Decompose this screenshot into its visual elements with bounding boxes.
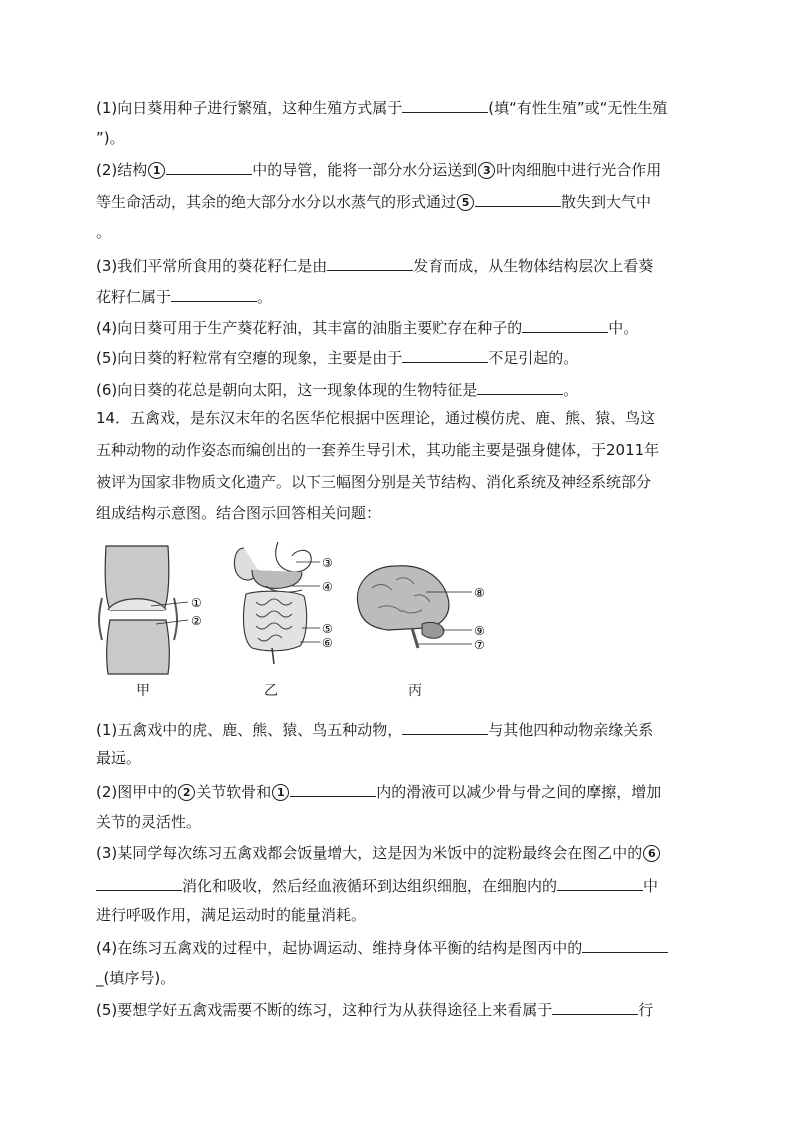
label-4: ④ xyxy=(322,580,333,594)
circled-number: 2 xyxy=(178,784,195,801)
answer-blank[interactable] xyxy=(552,998,638,1015)
label-1: ① xyxy=(191,596,202,610)
digestive-diagram xyxy=(234,542,320,664)
caption-bing: 丙 xyxy=(408,683,422,699)
q14-intro-line1: 14．五禽戏，是东汉末年的名医华佗根据中医理论，通过模仿虎、鹿、熊、猿、鸟这 xyxy=(96,409,656,427)
q14-part3-line1: (3)某同学每次练习五禽戏都会饭量增大，这是因为米饭中的淀粉最终会在图乙中的 6 xyxy=(96,843,661,863)
q13-part1-line2: ”)。 xyxy=(96,129,125,147)
label-2: ② xyxy=(191,614,202,628)
q14-part2-line1: (2)图甲中的 2 关节软骨和 1 内的滑液可以减少骨与骨之间的摩擦，增加 xyxy=(96,780,661,802)
q14-intro-line2: 五种动物的动作姿态而编创出的一套养生导引术，其功能主要是强身健体，于2011年 xyxy=(96,441,660,459)
q14-part1-line2: 最远。 xyxy=(96,749,142,767)
answer-blank[interactable] xyxy=(402,96,488,113)
brain-diagram xyxy=(357,566,472,648)
caption-yi: 乙 xyxy=(264,683,278,699)
answer-blank[interactable] xyxy=(402,346,488,363)
q14-intro-line4: 组成结构示意图。结合图示回答相关问题： xyxy=(96,504,382,522)
caption-jia: 甲 xyxy=(136,683,150,699)
answer-blank[interactable] xyxy=(171,285,257,302)
q13-part2-line3: 。 xyxy=(96,223,112,241)
answer-blank[interactable] xyxy=(96,874,182,891)
answer-blank[interactable] xyxy=(166,158,252,175)
answer-blank[interactable] xyxy=(475,190,561,207)
q13-part4: (4)向日葵可用于生产葵花籽油，其丰富的油脂主要贮存在种子的 中。 xyxy=(96,316,638,338)
q14-part3-line3: 进行呼吸作用，满足运动时的能量消耗。 xyxy=(96,906,367,924)
circled-number: 5 xyxy=(457,194,474,211)
q14-part4-line2: _(填序号)。 xyxy=(96,969,176,987)
circled-number: 6 xyxy=(643,845,660,862)
answer-blank[interactable] xyxy=(327,254,413,271)
answer-blank[interactable] xyxy=(522,316,608,333)
answer-blank[interactable] xyxy=(290,780,376,797)
label-9: ⑨ xyxy=(474,624,485,638)
q13-part3-line1: (3)我们平常所食用的葵花籽仁是由 发育而成，从生物体结构层次上看葵 xyxy=(96,254,653,276)
joint-diagram xyxy=(99,546,188,674)
label-3: ③ xyxy=(322,556,333,570)
q13-part2-line1: (2)结构 1 中的导管，能将一部分水分运送到 3 叶肉细胞中进行光合作用 xyxy=(96,158,661,180)
label-6: ⑥ xyxy=(322,636,333,650)
q14-part3-line2: 消化和吸收，然后经血液循环到达组织细胞，在细胞内的 中 xyxy=(96,874,658,896)
q13-part3-line2: 花籽仁属于 。 xyxy=(96,285,272,307)
answer-blank[interactable] xyxy=(582,936,668,953)
q14-part1-line1: (1)五禽戏中的虎、鹿、熊、猿、鸟五种动物， 与其他四种动物亲缘关系 xyxy=(96,718,653,740)
circled-number: 1 xyxy=(272,784,289,801)
answer-blank[interactable] xyxy=(557,874,643,891)
circled-number: 3 xyxy=(478,162,495,179)
answer-blank[interactable] xyxy=(477,378,563,395)
q14-part4-line1: (4)在练习五禽戏的过程中，起协调运动、维持身体平衡的结构是图丙中的 xyxy=(96,936,668,958)
q13-part5: (5)向日葵的籽粒常有空瘪的现象，主要是由于 不足引起的。 xyxy=(96,346,578,368)
q14-part2-line2: 关节的灵活性。 xyxy=(96,813,202,831)
q13-part6: (6)向日葵的花总是朝向太阳，这一现象体现的生物特征是 。 xyxy=(96,378,578,400)
q13-part1-line1: (1)向日葵用种子进行繁殖，这种生殖方式属于 (填“有性生殖”或“无性生殖 xyxy=(96,96,667,118)
q14-part5: (5)要想学好五禽戏需要不断的练习，这种行为从获得途径上来看属于 行 xyxy=(96,998,653,1020)
q14-intro-line3: 被评为国家非物质文化遗产。以下三幅图分别是关节结构、消化系统及神经系统部分 xyxy=(96,473,652,491)
label-7: ⑦ xyxy=(474,638,485,652)
label-5: ⑤ xyxy=(322,622,333,636)
label-8: ⑧ xyxy=(474,586,485,600)
anatomy-figure xyxy=(96,540,496,680)
circled-number: 1 xyxy=(148,162,165,179)
q13-part2-line2: 等生命活动，其余的绝大部分水分以水蒸气的形式通过 5 散失到大气中 xyxy=(96,190,651,212)
answer-blank[interactable] xyxy=(402,718,488,735)
